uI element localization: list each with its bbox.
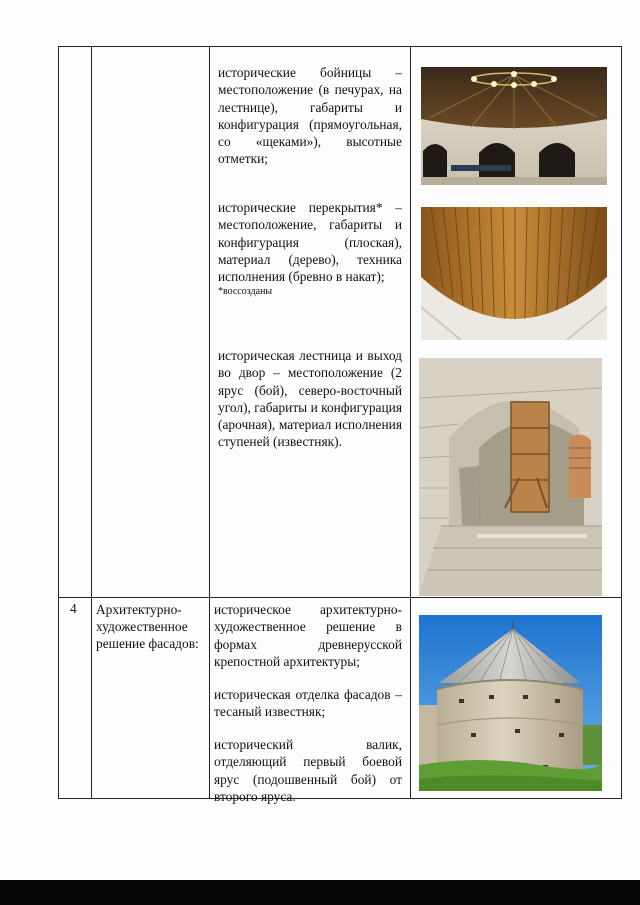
column-divider (209, 46, 210, 799)
column-divider (410, 46, 411, 799)
row-divider (58, 597, 622, 598)
reconstructed-note: *воссозданы (218, 286, 273, 298)
fortress-tower-photo (419, 615, 602, 791)
staircase-description: историческая лестница и выход во двор – местоположение (2 ярус (бой), северо-восточный угол), габариты и конфигурация (арочная), материал исполнения ступеней (известняк). (218, 348, 402, 450)
table-right-border (621, 46, 622, 799)
staircase-photo (419, 358, 602, 596)
cornice-description: исторический валик, отделяющий первый боевой ярус (подошвенный бой) от второго яруса. (214, 737, 402, 804)
row-number: 4 (70, 601, 77, 616)
scan-bottom-edge (0, 880, 640, 905)
interior-hall-photo (421, 67, 607, 185)
loophole-description: исторические бойницы – местоположение (в печурах, на лестнице), габариты и конфигурация (прямоугольная, со «щеками»), высотные отметки; (218, 65, 402, 167)
facade-solution-description: историческое архитектурно-художественное решение в формах древнерусской крепостной архитектуры; (214, 602, 402, 669)
table-top-border (58, 46, 622, 47)
column-divider (91, 46, 92, 799)
wooden-ceiling-photo (421, 207, 607, 340)
row-label: Архитектурно-художественное решение фасадов: (96, 602, 199, 651)
facade-finish-description: историческая отделка фасадов – тесаный известняк; (214, 687, 402, 720)
ceiling-description: исторические перекрытия* – местоположение, габариты и конфигурация (плоская), материал (дерево), техника исполнения (бревно в накат); *воссозданы (218, 200, 402, 298)
table-left-border (58, 46, 59, 799)
